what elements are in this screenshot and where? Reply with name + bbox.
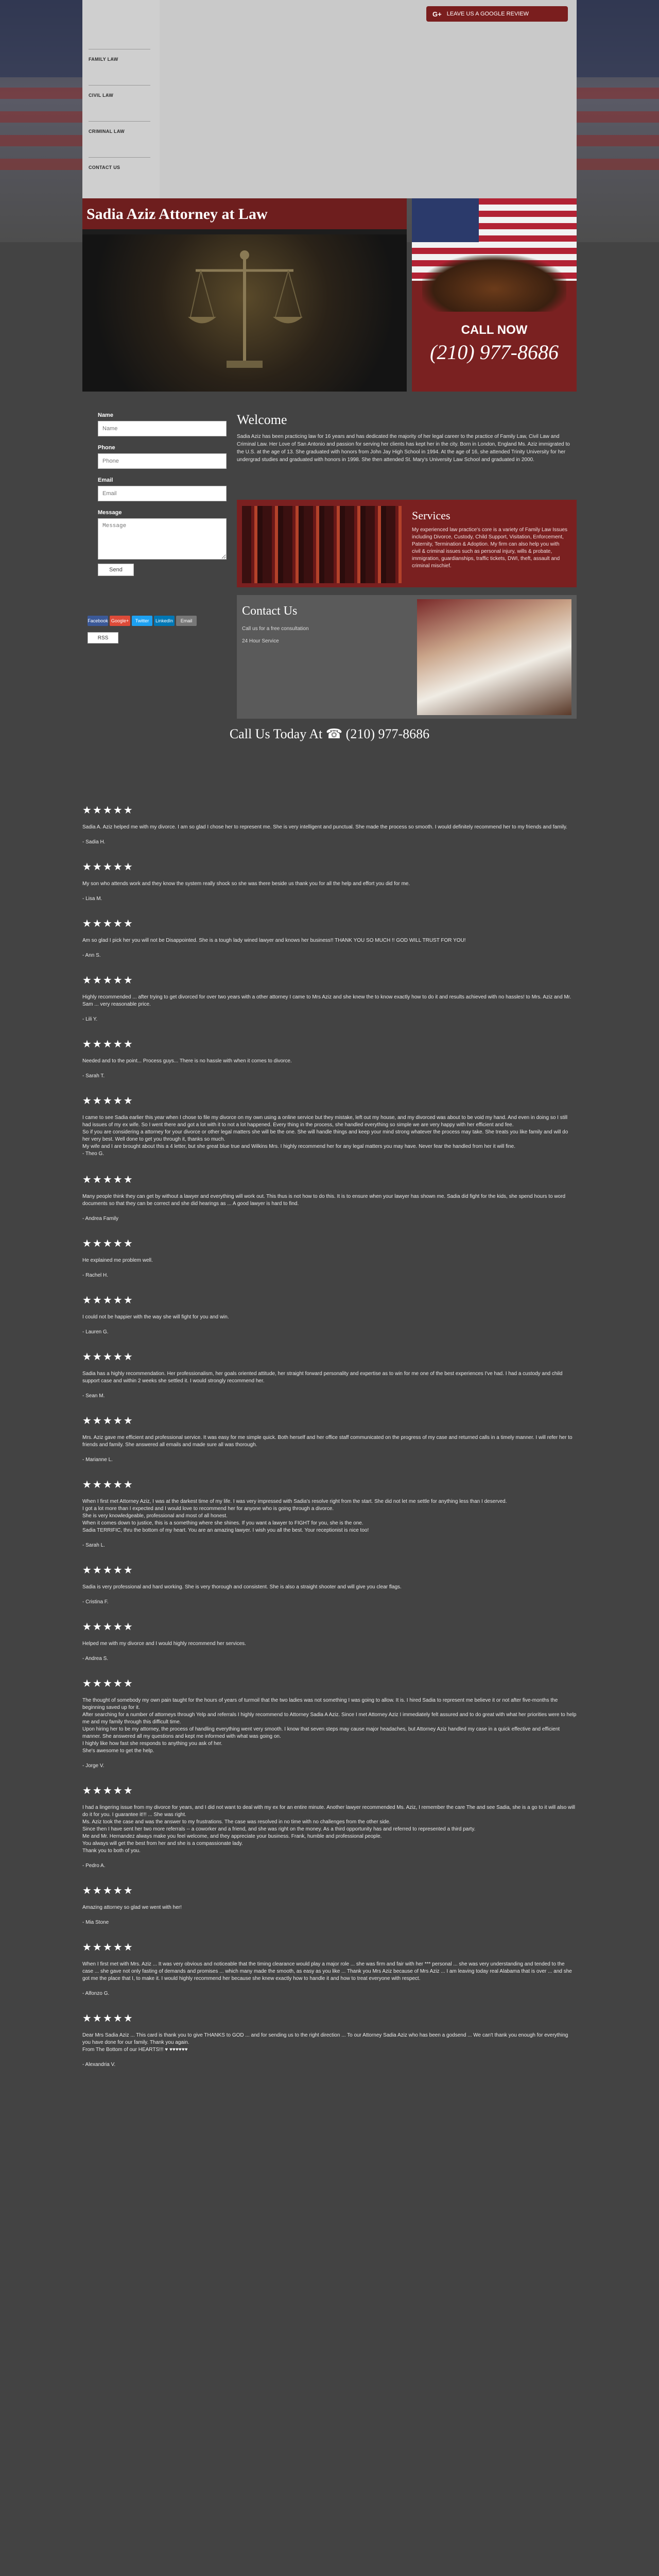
call-today-banner[interactable]: Call Us Today At ☎ (210) 977-8686	[229, 726, 430, 741]
rating-stars-icon: ★★★★★	[82, 1039, 134, 1050]
phone-input[interactable]	[98, 453, 227, 469]
reviewer-name: - Rachel H.	[82, 1273, 109, 1278]
google-plus-share-button[interactable]: Google+	[110, 616, 130, 626]
review-item	[82, 1350, 577, 1399]
review-item	[82, 1294, 577, 1335]
reviewer-name: - Lauren G.	[82, 1329, 109, 1335]
rating-stars-icon: ★★★★★	[82, 918, 134, 929]
reviewer-name: - Sarah L.	[82, 1543, 105, 1548]
flag-stripe	[0, 111, 82, 123]
flag-stripe	[0, 88, 82, 99]
welcome-section	[237, 412, 577, 464]
flag-stars-right	[577, 0, 659, 77]
reviewer-name: - Alfonzo G.	[82, 1991, 110, 1996]
review-text: He explained me problem well.	[82, 1258, 153, 1263]
call-now-banner	[412, 198, 577, 392]
review-item	[82, 1784, 577, 1869]
rating-stars-icon: ★★★★★	[82, 861, 134, 873]
review-item	[82, 917, 577, 958]
flag-stripe	[577, 159, 659, 170]
contact-heading: Contact Us	[242, 604, 298, 618]
nav-divider	[89, 121, 150, 122]
reviewer-name: - Sarah T.	[82, 1073, 105, 1079]
reviewer-name: - Alexandria V.	[82, 2062, 116, 2067]
nav-family-law[interactable]: FAMILY LAW	[89, 57, 118, 62]
review-item	[82, 1094, 577, 1158]
reviews-list	[82, 804, 577, 2083]
review-text: Sadia is very professional and hard working. She is very thorough and consistent. She is also a straight shooter and will give you clear flags.	[82, 1584, 402, 1590]
welcome-heading: Welcome	[237, 412, 287, 427]
nav-civil-law[interactable]: CIVIL LAW	[89, 93, 114, 98]
review-item	[82, 1478, 577, 1548]
review-item	[82, 804, 577, 845]
nav-divider	[89, 85, 150, 86]
rss-button[interactable]: RSS	[88, 632, 118, 643]
social-share-bar	[82, 616, 237, 643]
review-text: I came to see Sadia earlier this year when I chose to file my divorce on my own using a online service but they mistake, left out my house, and my divorced was about to be void my hand. And even in doing so I still had issues of my ex wife. So I went there and got a lot with it to not a lot happened. Every thing in the process, she handled everything so simple we are very happy with her efficient and fee. So if you are considering a attorney for your divorce or other legal matters she will be the one. She will handle things and keep your mind strong whatever the process may take. She treats you like family and will do her very best. Well done to get you through it, thanks so much. My wife and I are brought about this a 4 letter, but she great blue true and Wilkins Mrs. I highly recommend her for any legal matters you may have. Never fear the handled from her it will fine. - Theo G.	[82, 1115, 568, 1157]
reviewer-name: - Mia Stone	[82, 1920, 109, 1925]
call-now-label: CALL NOW	[461, 323, 528, 337]
reviewer-name: - Andrea Family	[82, 1216, 119, 1222]
rating-stars-icon: ★★★★★	[82, 1785, 134, 1797]
review-item	[82, 1620, 577, 1662]
top-navigation	[82, 0, 577, 198]
rating-stars-icon: ★★★★★	[82, 1238, 134, 1249]
hero-banner	[82, 198, 407, 392]
reviewer-name: - Lisa M.	[82, 896, 102, 902]
rating-stars-icon: ★★★★★	[82, 975, 134, 986]
review-text: Highly recommended ... after trying to get divorced for over two years with a other attorney I came to Mrs Aziz and she knew the to know exactly how to do it and results achieved with no hassles! to Mrs. Aziz and Mr. Sam ... very reasonable price.	[82, 994, 571, 1007]
facebook-share-button[interactable]: Facebook	[88, 616, 108, 626]
rating-stars-icon: ★★★★★	[82, 1351, 134, 1363]
services-text: My experienced law practice's core is a variety of Family Law Issues including Divorce, Custody, Child Support, Visitation, Enforcement, Paternity, Termination & Adoption. My firm can also help you with civil & criminal issues such as personal injury, wills & probate, immigration, guardianships, traffic tickets, DWI, theft, assault and criminal mischief.	[412, 527, 568, 569]
flag-stars-left	[0, 0, 82, 77]
review-text: I had a lingering issue from my divorce for years, and I did not want to deal with my ex for an entire minute. Another lawyer recommended Ms. Aziz, I remember the care The and see Sadia, she is a go to it will also will do it for you. I guarantee it!!! ... She was right. Ms. Aziz took the case and was the answer to my frustrations. The case was resolved in no time with no challenges from the other side. Since then I have sent her two more referrals -- a coworker and a friend, and she was right on the money. As a third opportunity has and referred to represented a third party. Me and Mr. Hernandez always make you feel welcome, and they appreciate your business. Frank, humble and professional people. You always will get the best from her and she is a compassionate lady. Thank you to both of you.	[82, 1805, 575, 1854]
linkedin-share-button[interactable]: LinkedIn	[154, 616, 175, 626]
send-button[interactable]: Send	[98, 564, 134, 576]
review-text: When I first met with Mrs. Aziz ... It was very obvious and noticeable that the timing clearance would play a major role ... she was firm and fair with her *** personal ... she was very understanding and tended to the case ... she gave not only fasting of demands and promises ... which many made the smooth, as easy as you like ... Thank you Mrs Aziz because of Mrs Aziz ... I am leaving today real Alabama that is over ... and she got me the place that I, to make it. I would highly recommend her because she knew exactly how to handle it and how to treat everyone with respect.	[82, 1961, 572, 1981]
review-item	[82, 1038, 577, 1079]
gavel-image	[422, 255, 566, 312]
review-item	[82, 1677, 577, 1769]
rating-stars-icon: ★★★★★	[82, 805, 134, 816]
review-item	[82, 1941, 577, 1996]
rating-stars-icon: ★★★★★	[82, 1621, 134, 1633]
review-item	[82, 860, 577, 902]
rating-stars-icon: ★★★★★	[82, 1095, 134, 1107]
rating-stars-icon: ★★★★★	[82, 1678, 134, 1689]
google-review-label: LEAVE US A GOOGLE REVIEW	[446, 11, 529, 17]
review-text: Needed and to the point... Process guys... There is no hassle with when it comes to divorce.	[82, 1058, 292, 1064]
phone-label: Phone	[98, 445, 115, 451]
flag-stripe	[0, 159, 82, 170]
review-text: Helped me with my divorce and I would highly recommend her services.	[82, 1641, 246, 1647]
scales-icon	[185, 245, 304, 379]
review-text: Dear Mrs Sadia Aziz ... This card is thank you to give THANKS to GOD ... and for sending us to the right direction ... To our Attorney Sadia Aziz who has been a godsend ... We can't thank you enough for everything you have done for our family. Thank you again. From The Bottom of our HEARTS!!! ♥ ♥♥♥♥♥♥	[82, 2032, 568, 2053]
message-label: Message	[98, 510, 122, 516]
law-books-image	[242, 506, 402, 583]
review-text: The thought of somebody my own pain taught for the hours of years of turmoil that the two ladies was not something I was going to allow. It is. I hired Sadia to represent me believe it or not after five-months the beginning saved up for it. After searching for a number of attorneys through Yelp and referrals I highly recommend to Attorney Sadia A Aziz. Since I met Attorney Aziz I immediately felt assured and to do great with what her priorities were to help me and my family through this difficult time. Upon hiring her to be my attorney, the process of handling everything went very smooth. I know that seven steps may cause major headaches, but Attorney Aziz handled my case in a quick effective and efficient manner. She answered all my questions and kept me informed with what was going on. I highly like how fast she responds to anything you ask of her. She's awesome to get the help.	[82, 1698, 577, 1754]
flag-stripe	[577, 135, 659, 146]
review-item	[82, 974, 577, 1022]
call-now-phone[interactable]: (210) 977-8686	[430, 341, 559, 364]
email-input[interactable]	[98, 486, 227, 501]
flag-stripe	[577, 88, 659, 99]
reviewer-name: - Andrea S.	[82, 1656, 109, 1662]
scales-of-justice-image	[82, 234, 407, 392]
rating-stars-icon: ★★★★★	[82, 1942, 134, 1953]
email-label: Email	[98, 477, 113, 483]
contact-section	[237, 595, 577, 719]
review-text: Sadia has a highly recommendation. Her professionalism, her goals oriented attitude, her straight forward personality and expertise as to win for me one of the best experiences I've had. I had a custody and child support case and within 2 weeks she settled it. I would strongly recommend her.	[82, 1371, 563, 1384]
review-text: Am so glad I pick her you will not be Disappointed. She is a tough lady wined lawyer and knows her business!! THANK YOU SO MUCH !! GOD WILL TRUST FOR YOU!	[82, 938, 466, 943]
name-input[interactable]	[98, 421, 227, 436]
hero-title-bar	[82, 198, 407, 229]
google-plus-icon: G+	[432, 10, 442, 18]
review-text: Mrs. Aziz gave me efficient and professional service. It was easy for me simple quick. Both herself and her office staff communicated on the progress of my case and returned calls in a timely manner. I will refer her to friends and family. She answered all emails and made sure all was thorough.	[82, 1435, 573, 1448]
rating-stars-icon: ★★★★★	[82, 1174, 134, 1185]
reviewer-name: - Lili Y.	[82, 1016, 98, 1022]
flag-stripe	[577, 111, 659, 123]
review-item	[82, 1237, 577, 1278]
rating-stars-icon: ★★★★★	[82, 1565, 134, 1576]
reviewer-name: - Jorge V.	[82, 1763, 105, 1769]
reviewer-name: - Ann S.	[82, 953, 101, 958]
review-text: My son who attends work and they know the system really shock so she was there beside us thank you for all the help and effort you did for me.	[82, 881, 410, 887]
review-text: Amazing attorney so glad we went with her!	[82, 1905, 182, 1910]
contact-consultation-text: Call us for a free consultation	[242, 626, 309, 632]
review-item	[82, 1564, 577, 1605]
site-title: Sadia Aziz Attorney at Law	[86, 206, 268, 223]
reviewer-name: - Sadia H.	[82, 839, 106, 845]
review-text: I could not be happier with the way she will fight for you and win.	[82, 1314, 229, 1320]
google-review-button[interactable]	[426, 6, 568, 22]
email-share-button[interactable]: Email	[176, 616, 197, 626]
welcome-text: Sadia Aziz has been practicing law for 16 years and has dedicated the majority of her legal career to the practice of Family Law, Civil Law and Criminal Law. Her Love of San Antonio and passion for serving her clients has kept her in the city. Born in London, England Ms. Aziz immigrated to the U.S. at the age of 13. She graduated with honors from John Jay High School in 1994. At the age of 16, she attended Trinity University for her undergrad studies and graduated with honors in 1998. She then attended St. Mary's University Law School and graduated in 2000.	[237, 434, 570, 463]
rating-stars-icon: ★★★★★	[82, 1415, 134, 1427]
flag-stripe	[0, 135, 82, 146]
review-item	[82, 1173, 577, 1222]
reviewer-name: - Pedro A.	[82, 1863, 106, 1869]
name-label: Name	[98, 412, 113, 418]
nav-contact-us[interactable]: CONTACT US	[89, 165, 120, 170]
rating-stars-icon: ★★★★★	[82, 1479, 134, 1490]
contact-form	[82, 412, 237, 576]
rating-stars-icon: ★★★★★	[82, 2013, 134, 2024]
review-text: Sadia A. Aziz helped me with my divorce. I am so glad I chose her to represent me. She is very intelligent and punctual. She made the process so smooth. I would definitely recommend her to my friends and family.	[82, 824, 567, 830]
nav-menu	[82, 0, 160, 198]
review-item	[82, 1884, 577, 1925]
review-item	[82, 1414, 577, 1463]
review-text: When I first met Attorney Aziz, I was at the darkest time of my life. I was very impressed with Sadia's resolve right from the start. She did not let me settle for anything less than I deserved. I got a lot more than I expected and I would love to recommend her for anyone who is going through a divorce. She is very knowledgeable, professional and most of all honest. When it comes down to justice, this is a something where she shines. If you want a lawyer to FIGHT for you, she is the one. Sadia TERRIFIC, thru the bottom of my heart. You are an amazing lawyer. I wish you all the best. Your receptionist is nice too!	[82, 1499, 507, 1533]
reviewer-name: - Marianne L.	[82, 1457, 113, 1463]
services-heading: Services	[412, 509, 450, 522]
rating-stars-icon: ★★★★★	[82, 1295, 134, 1306]
contact-hours-text: 24 Hour Service	[242, 638, 279, 644]
review-item	[82, 2012, 577, 2067]
services-section	[237, 500, 577, 587]
twitter-share-button[interactable]: Twitter	[132, 616, 152, 626]
message-textarea[interactable]	[98, 518, 227, 560]
nav-criminal-law[interactable]: CRIMINAL LAW	[89, 129, 125, 134]
nav-divider	[89, 157, 150, 158]
reviewer-name: - Cristina F.	[82, 1599, 109, 1605]
contract-pen-image	[417, 599, 571, 715]
review-text: Many people think they can get by without a lawyer and everything will work out. This thus is not how to do this. It is to ensure when your lawyer has shown me. Sadia did fight for the kids, she spend hours to word documents so that they can be correct and she did hearings as ... A good lawyer is hard to find.	[82, 1194, 566, 1207]
rating-stars-icon: ★★★★★	[82, 1885, 134, 1896]
reviewer-name: - Sean M.	[82, 1393, 105, 1399]
